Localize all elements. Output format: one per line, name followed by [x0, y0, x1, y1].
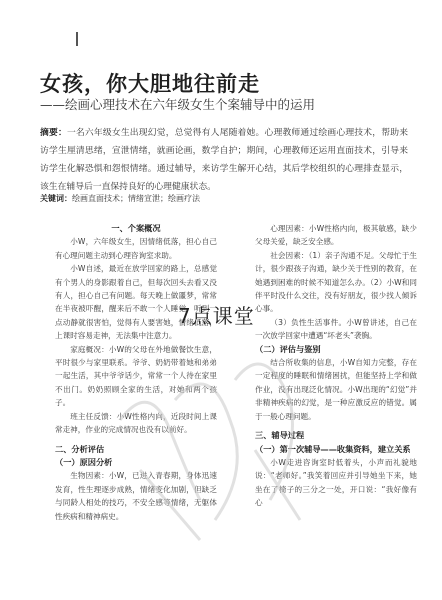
- heading-case-overview: 一、个案概况: [111, 223, 161, 233]
- keywords-label: 关键词：: [40, 194, 72, 203]
- header-marker: [76, 32, 78, 46]
- paragraph: 结合所收集的信息，小W自知力完整，存在一定程度的睡眠和情绪困扰，但能坚持上学和做作业，没有出现泛化情况。小W出现的“幻觉”并非精神疾病的幻觉，是一种应激反应的错觉。属于一般心理问题。: [255, 358, 417, 421]
- heading-analysis: 二、分析评估: [55, 443, 105, 454]
- paragraph: 小W，六年级女生，因情绪低落，担心自己有心理问题主动到心理咨询室求助。: [55, 237, 217, 260]
- heading-process: 三、辅导过程: [255, 430, 305, 441]
- heading-cause-analysis: （一）原因分析: [55, 456, 113, 467]
- paragraph: 家庭概况：小W的父母在外地做餐饮生意，平时很少与家里联系。爷爷、奶奶带着她和弟弟一起生活，其中爷爷话少，常常一个人待在家里不出门。奶奶照顾全家的生活，对她和两个孩子。: [55, 344, 217, 408]
- article-subtitle: ——绘画心理技术在六年级女生个案辅导中的运用: [40, 97, 316, 112]
- left-column: [55, 222, 217, 523]
- paragraph: 小W自述，最近在放学回家的路上，总感觉有个男人的身影跟着自己，但每次回头去看又没有人，担心自己有问题。每天晚上做噩梦，常常在半夜被吓醒，醒来后不敢一个人睡觉，听到一点动静就很害怕，觉得有人要害她，情绪低落，上课时容易走神，无法集中注意力。: [55, 264, 217, 341]
- paragraph: 社会因素：（1）亲子沟通不足。父母忙于生计，很少跟孩子沟通，缺少关于性别的教育，在她遇到困难的时候不知道怎么办。（2）小W和同伴平时没什么交往，没有好朋友，很少找人倾诉心事。: [255, 250, 417, 314]
- heading-first-session: （一）第一次辅导——收集资料，建立关系: [255, 443, 411, 454]
- keywords: [40, 193, 408, 205]
- paragraph: 生物因素：小W，已进入青春期，身体迅速发育，性生理逐步成熟，情绪变化加剧，但缺乏与同龄人相处的技巧，不安全感等情绪，无躯体性疾病和精神病史。: [55, 471, 217, 521]
- right-column: [255, 222, 417, 510]
- heading-evaluation: （二）评估与鉴别: [255, 343, 321, 354]
- paragraph: （3）负性生活事件。小W曾讲述，自己在一次放学回家中遭遇“坏老头”袭胸。: [255, 317, 417, 341]
- watermark-text: 7点课堂: [178, 304, 255, 328]
- paragraph: 班主任反馈：小W性格内向，近段时间上课常走神，作业的完成情况也没有以前好。: [55, 411, 217, 435]
- keywords-text: 绘画直面技术；情绪宣泄；绘画疗法: [72, 194, 200, 203]
- paragraph: 心理因素：小W性格内向，极其敏感，缺少父母关爱，缺乏安全感。: [255, 224, 417, 247]
- abstract: [40, 124, 408, 196]
- abstract-label: 摘要：: [40, 128, 67, 138]
- abstract-text: 一名六年级女生出现幻觉，总觉得有人尾随着她。心理教师通过绘画心理技术，帮助来访学生厘清思绪，宣泄情绪，就画论画，数学自护；期间，心理教师还运用直面技术，引导来访学生化解恐惧和怨恨情绪。通过辅导，来访学生解开心结，其后学校组织的心理排查显示，该生在辅导后一直保持良好的心理健康状态。: [40, 128, 408, 192]
- paragraph: 小W走进咨询室时低着头，小声而礼貌地说：“老师好。”我笑着回应并引导她坐下来，她坐在了椅子的三分之一处，开口说：“我好像有心: [255, 457, 417, 508]
- article-title: 女孩，你大胆地往前走: [40, 72, 260, 96]
